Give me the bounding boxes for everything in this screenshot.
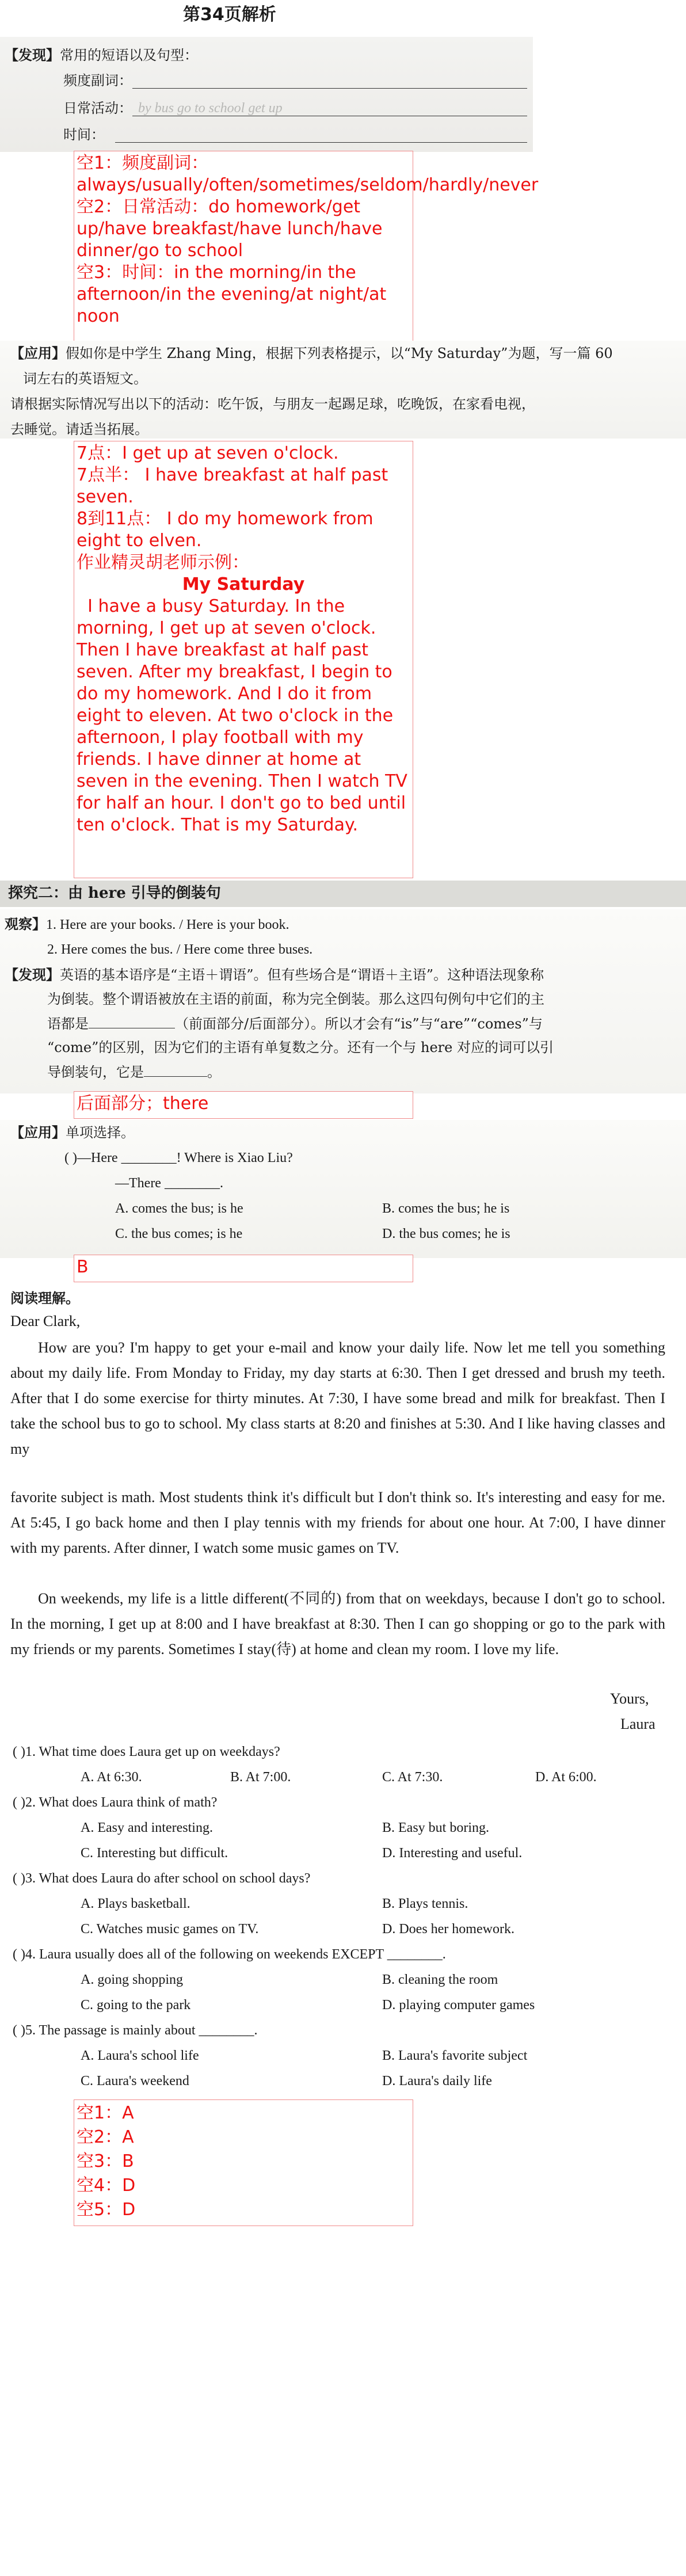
apply1-text1: 假如你是中学生 Zhang Ming，根据下列表格提示，以“My Saturday”为题，写一篇 60 [66, 345, 613, 361]
answer4-text: B [77, 1257, 89, 1277]
discover2-l2: 为倒装。整个谓语被放在主语的前面，称为完全倒装。那么这四句例句中它们的主 [47, 991, 544, 1007]
apply2-option-d: D. the bus comes; he is [382, 1226, 510, 1241]
q3-option-a: A. Plays basketball. [81, 1896, 190, 1911]
apply2-text: 单项选择。 [66, 1125, 135, 1141]
blank-subject [89, 1014, 175, 1028]
answer-box-1 [74, 151, 539, 342]
answer5-blank1: 空1：A [77, 2103, 134, 2123]
answer2-line: 作业精灵胡老师示例： [77, 552, 249, 573]
q3-option-b: B. Plays tennis. [382, 1896, 468, 1911]
discover1-row-activity: 日常活动： [63, 100, 132, 116]
discover1-text: 常用的短语以及句型： [60, 47, 198, 63]
q5-option-c: C. Laura's weekend [81, 2074, 189, 2089]
q1-option-b: B. At 7:00. [230, 1770, 291, 1785]
blank-word [144, 1062, 207, 1077]
apply2-line [10, 1123, 135, 1142]
discover2-l3b: （前面部分/后面部分）。所以才会有“is”与“are”“comes”与 [175, 1016, 543, 1032]
reading-paragraph-1 [10, 1335, 665, 1462]
q4-option-a: A. going shopping [81, 1972, 184, 1987]
answer1-blank2: 空2：日常活动：do homework/get up/have breakfast/have lunch/have dinner/go to school [77, 197, 383, 261]
answer2-line: 7点：I get up at seven o'clock. [77, 443, 339, 463]
discover2-l4: “come”的区别，因为它们的主语有单复数之分。还有一个与 here 对应的词可以引 [47, 1039, 554, 1055]
apply1-line1 [10, 344, 613, 363]
observe-ex2: 2. Here comes the bus. / Here come three buses. [47, 942, 313, 957]
apply2-option-b: B. comes the bus; he is [382, 1201, 510, 1216]
reading-heading: 阅读理解。 [10, 1290, 79, 1306]
discover2-line1 [5, 966, 544, 984]
answer2-line: 8到11点： I do my homework from eight to elven. [77, 509, 374, 551]
q2-option-a: A. Easy and interesting. [81, 1820, 213, 1835]
blank-line [115, 142, 527, 143]
answer-box-5 [74, 2099, 413, 2226]
discover2-l1: 英语的基本语序是“主语＋谓语”。但有些场合是“谓语＋主语”。这种语法现象称 [60, 967, 544, 983]
discover2-l5b: 。 [207, 1064, 221, 1080]
q2-option-b: B. Easy but boring. [382, 1820, 489, 1835]
apply1-label: 【应用】 [10, 345, 66, 361]
discover2-label: 【发现】 [5, 966, 60, 983]
answer3-text: 后面部分；there [77, 1093, 209, 1114]
q2-option-d: D. Interesting and useful. [382, 1846, 523, 1861]
section2-banner-text: 探究二：由 here 引导的倒装句 [8, 885, 221, 902]
discover1-label: 【发现】 [5, 47, 60, 63]
q1-option-a: A. At 6:30. [81, 1770, 142, 1785]
q4-option-b: B. cleaning the room [382, 1972, 498, 1987]
answer5-blank4: 空4：D [77, 2175, 136, 2196]
apply1-line3: 请根据实际情况写出以下的活动：吃午饭，与朋友一起踢足球，吃晚饭，在家看电视， [10, 396, 535, 412]
reading-paragraph-3 [10, 1586, 665, 1662]
reading-salutation: Dear Clark, [10, 1313, 81, 1329]
q3-option-d: D. Does her homework. [382, 1922, 514, 1937]
q5-option-b: B. Laura's favorite subject [382, 2048, 528, 2063]
q3-option-c: C. Watches music games on TV. [81, 1922, 259, 1937]
apply1-line4: 去睡觉。请适当拓展。 [10, 421, 148, 437]
reading-p2: favorite subject is math. Most students think it's difficult but I don't think so. It's interesting and easy for me. At 5:45, I go back home and then I play tennis with my friends for about one hour. At 7:00, I have dinner with my parents. After dinner, I watch some music games on TV. [10, 1489, 665, 1556]
discover1-row-time: 时间： [63, 127, 105, 143]
reading-paragraph-2 [10, 1485, 665, 1561]
answer-box-4 [74, 1255, 413, 1282]
q4-option-d: D. playing computer games [382, 1998, 535, 2013]
q5-option-a: A. Laura's school life [81, 2048, 199, 2063]
apply2-option-a: A. comes the bus; is he [115, 1201, 243, 1216]
apply2-question: ( )—Here ________! Where is Xiao Liu? [64, 1150, 293, 1165]
question-3: ( )3. What does Laura do after school on school days? [13, 1871, 311, 1886]
discover2-line3 [47, 1014, 543, 1033]
discover2-line5 [47, 1062, 221, 1081]
essay-title: My Saturday [182, 574, 305, 595]
apply2-option-c: C. the bus comes; is he [115, 1226, 243, 1241]
reading-p1: How are you? I'm happy to get your e-mail and know your daily life. Now let me tell you something about my daily life. From Monday to Friday, my day starts at 6:30. Then I get dressed and brush my teeth. After that I do some exercise for thirty minutes. At 7:30, I have some bread and milk for breakfast. Then I take the school bus to go to school. My class starts at 8:20 and finishes at 5:30. And I like having classes and my [10, 1339, 665, 1457]
reading-p3: On weekends, my life is a little different(不同的) from that on weekdays, because I don't go to school. In the morning, I get up at 8:00 and I have breakfast at 8:30. Then I can go shopping or go to the park with my friends or my parents. Sometimes I stay(待) at home and clean my room. I love my life. [10, 1590, 665, 1657]
discover1-line [5, 46, 198, 64]
answer1-blank1: 空1：频度副词：always/usually/often/sometimes/seldom/hardly/never [77, 153, 539, 195]
question-2: ( )2. What does Laura think of math? [13, 1795, 218, 1810]
reading-closing: Yours, [610, 1690, 649, 1707]
q4-option-c: C. going to the park [81, 1998, 191, 2013]
handwriting-faint: by bus go to school get up [138, 101, 283, 116]
q1-option-d: D. At 6:00. [535, 1770, 597, 1785]
discover2-l3a: 语都是 [47, 1016, 89, 1032]
question-1: ( )1. What time does Laura get up on weekdays? [13, 1744, 280, 1759]
q5-option-d: D. Laura's daily life [382, 2074, 492, 2089]
page-title: 第34页解析 [183, 5, 276, 25]
discover1-row-adverb: 频度副词： [63, 73, 132, 89]
answer5-blank2: 空2：A [77, 2127, 134, 2147]
answer2-line: 7点半： I have breakfast at half past seven. [77, 465, 388, 507]
essay-body: I have a busy Saturday. In the morning, I get up at seven o'clock. Then I have breakfast at half past seven. After my breakfast, I begin to do my homework. And I do it from eight to eleven. At two o'clock in the afternoon, I play football with my friends. I have dinner at home at seven in the evening. Then I watch TV for half an hour. I don't go to bed until ten o'clock. That is my Saturday. [77, 596, 413, 835]
apply2-reply: —There ________. [115, 1176, 223, 1191]
observe-ex1: 1. Here are your books. / Here is your book. [46, 917, 289, 932]
question-5: ( )5. The passage is mainly about ________. [13, 2023, 258, 2038]
observe-label: 观察】 [5, 916, 46, 932]
apply1-line2: 词左右的英语短文。 [23, 371, 147, 387]
question-4: ( )4. Laura usually does all of the following on weekends EXCEPT ________. [13, 1947, 446, 1962]
observe-line1 [5, 915, 289, 934]
answer1-blank3: 空3：时间：in the morning/in the afternoon/in the evening/at night/at noon [77, 262, 387, 326]
answer5-blank5: 空5：D [77, 2200, 136, 2220]
answer-box-3 [74, 1091, 413, 1119]
blank-line [132, 88, 527, 89]
answer-box-2 [74, 441, 413, 878]
q2-option-c: C. Interesting but difficult. [81, 1846, 228, 1861]
apply2-label: 【应用】 [10, 1124, 66, 1141]
q1-option-c: C. At 7:30. [382, 1770, 443, 1785]
discover2-l5a: 导倒装句，它是 [47, 1064, 144, 1080]
reading-signature: Laura [620, 1716, 655, 1732]
answer5-blank3: 空3：B [77, 2151, 134, 2171]
